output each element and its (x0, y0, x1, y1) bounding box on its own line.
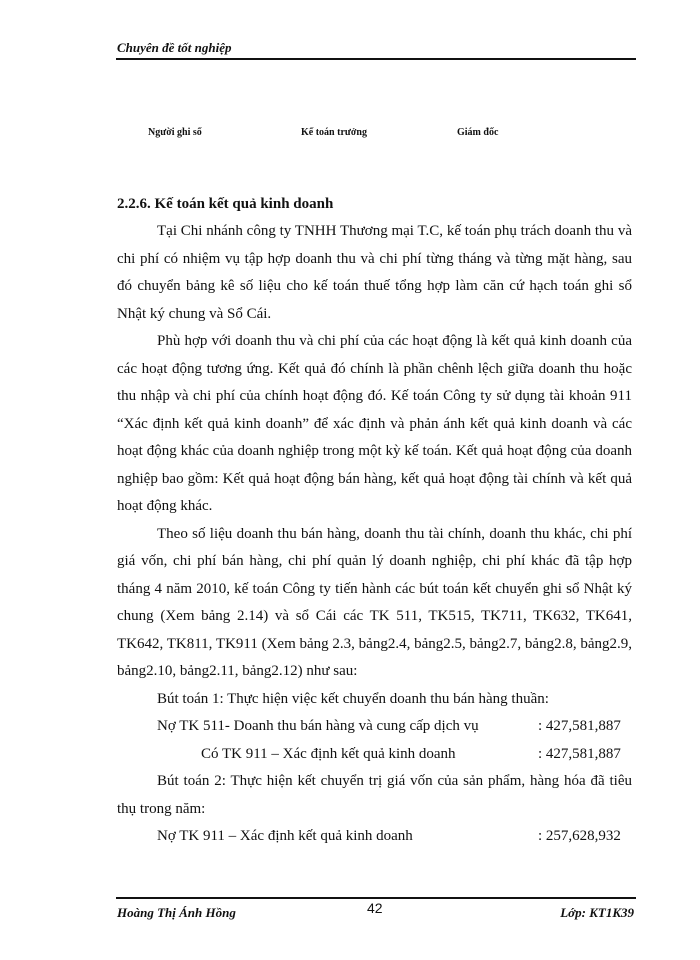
ledger-row (117, 713, 632, 741)
paragraph: Theo số liệu doanh thu bán hàng, doanh thu tài chính, doanh thu khác, chi phí giá vốn, chi phí bán hàng, chi phí quản lý doanh nghiệp, chi phí khác đã tập hợp tháng 4 năm 2010, kế toán Công ty tiến hành các bút toán kết chuyển ghi sổ Nhật ký chung (Xem bảng 2.14) và sổ Cái các TK 511, TK515, TK711, TK632, TK641, TK642, TK811, TK911 (Xem bảng 2.3, bảng2.4, bảng2.5, bảng2.7, bảng2.8, bảng2.9, bảng2.10, bảng2.11, bảng2.12) như sau: (117, 525, 632, 679)
signature-chief-accountant: Kế toán trưởng (301, 127, 367, 138)
signature-director: Giám đốc (457, 127, 499, 138)
paragraph: Phù hợp với doanh thu và chi phí của các hoạt động là kết quả kinh doanh của các hoạt động tương ứng. Kết quả đó chính là phần chênh lệch giữa doanh thu hoặc thu nhập và chi phí của chính hoạt động đó. Kế toán Công ty sử dụng tài khoản 911 “Xác định kết quả kinh doanh” để xác định và phản ánh kết quả kinh doanh và các hoạt động khác của doanh nghiệp trong một kỳ kế toán. Kết quả hoạt động của doanh nghiệp bao gồm: Kết quả hoạt động bán hàng, kết quả hoạt động tài chính và kết quả hoạt động khác. (117, 333, 632, 514)
page-number: 42 (367, 900, 383, 916)
page-header-title: Chuyên đề tốt nghiệp (117, 40, 232, 55)
debit-amount: : 427,581,887 (538, 718, 621, 734)
credit-amount: : 427,581,887 (538, 745, 621, 762)
entry-title: Bút toán 2: Thực hiện kết chuyển trị giá vốn của sản phẩm, hàng hóa đã tiêu thụ trong năm: (117, 773, 632, 817)
entry-title: Bút toán 1: Thực hiện việc kết chuyển doanh thu bán hàng thuần: (157, 690, 549, 707)
ledger-row (117, 823, 632, 851)
debit-account: Nợ TK 511- Doanh thu bán hàng và cung cấp dịch vụ (157, 718, 479, 734)
body-text (117, 218, 632, 851)
footer-class: Lớp: KT1K39 (560, 905, 634, 920)
credit-account: Có TK 911 – Xác định kết quả kinh doanh (201, 745, 456, 762)
debit-amount: : 257,628,932 (538, 828, 621, 844)
paragraph: Tại Chi nhánh công ty TNHH Thương mại T.C, kế toán phụ trách doanh thu và chi phí có nhiệm vụ tập hợp doanh thu và chi phí từng tháng và từng mặt hàng, sau đó chuyển bảng kê số liệu cho kế toán thuế tổng hợp làm căn cứ hạch toán ghi sổ Nhật ký chung và Sổ Cái. (117, 223, 632, 322)
footer-rule (116, 897, 636, 899)
signature-recorder: Người ghi sổ (148, 127, 202, 138)
header-rule (116, 58, 636, 60)
ledger-row (117, 741, 632, 769)
debit-account: Nợ TK 911 – Xác định kết quả kinh doanh (157, 828, 413, 844)
section-heading: 2.2.6. Kế toán kết quả kinh doanh (117, 196, 334, 212)
footer-author: Hoàng Thị Ánh Hồng (117, 905, 236, 920)
